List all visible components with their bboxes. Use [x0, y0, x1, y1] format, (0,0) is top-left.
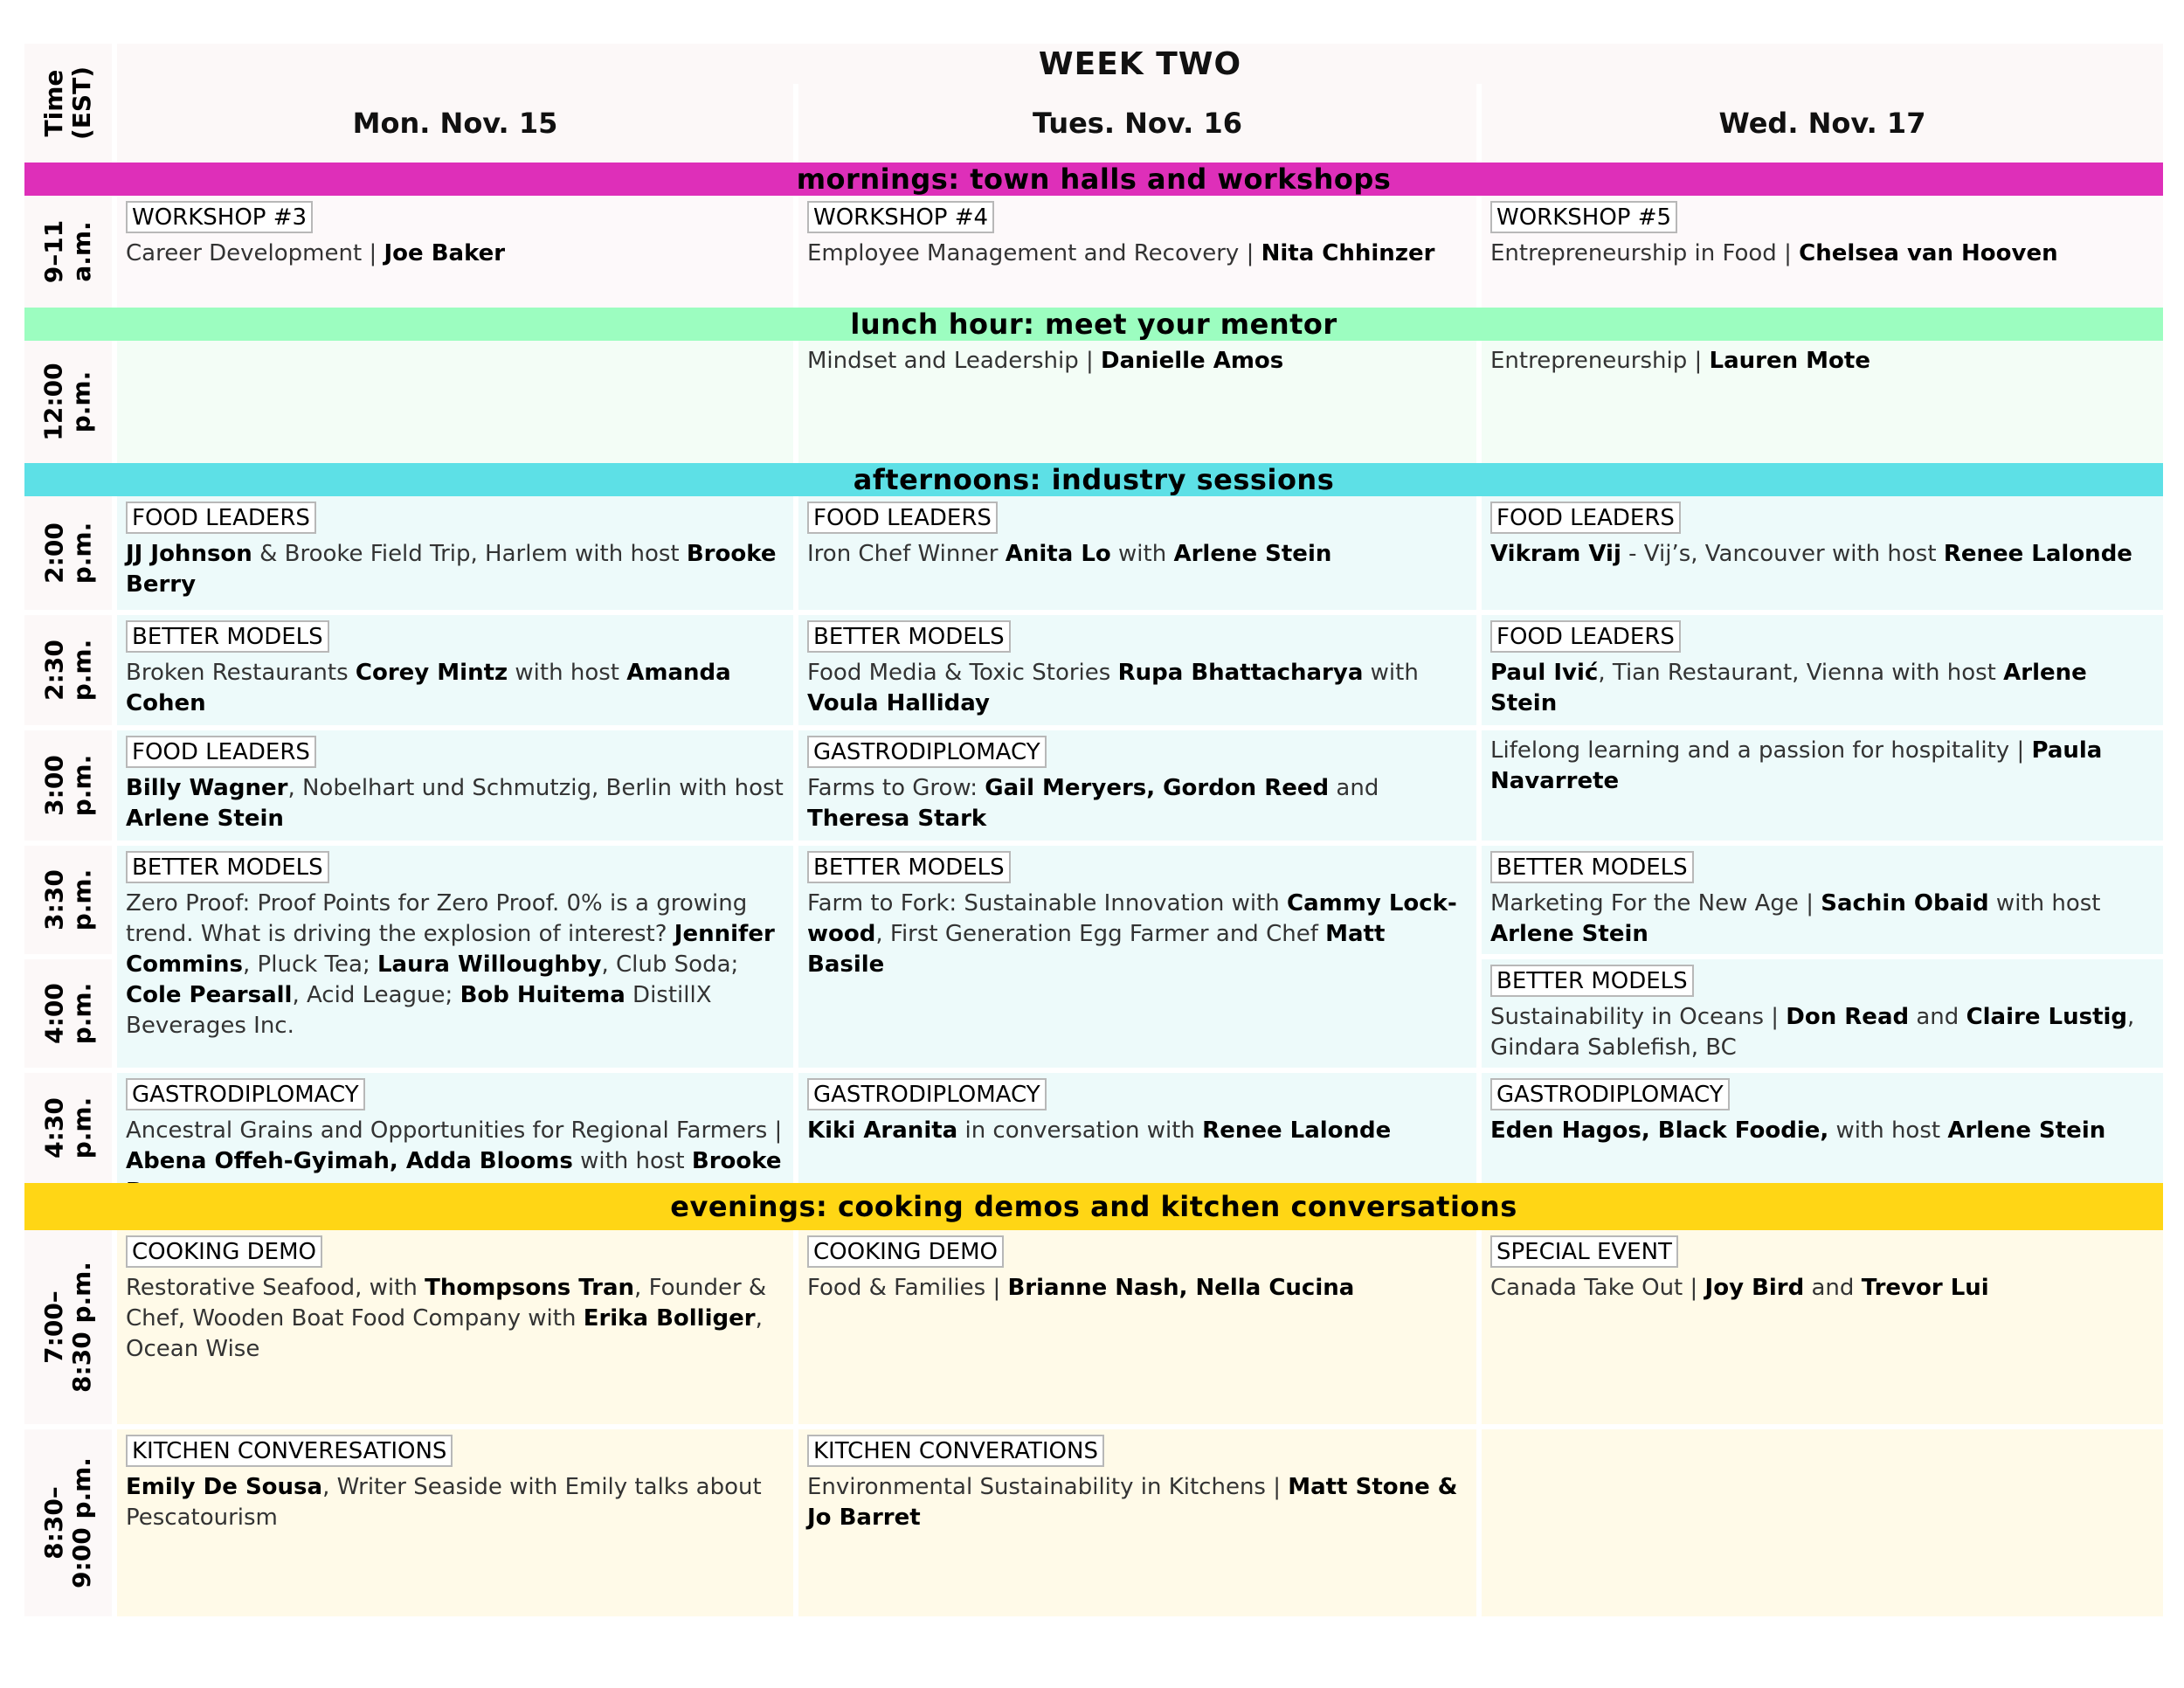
speaker-name: Danielle Amos [1101, 348, 1284, 374]
time-header-label: Time (EST) [39, 66, 96, 140]
session-category-tag: WORKSHOP #4 [807, 201, 994, 233]
band-lunch: lunch hour: meet your mentor [24, 308, 2163, 341]
schedule-grid [24, 44, 2163, 1643]
session-category-tag: FOOD LEADERS [126, 736, 316, 768]
speaker-name: Arlene Stein [1173, 541, 1332, 567]
time-label: 2:00 p.m. [39, 522, 96, 585]
session-text: with host [1828, 1117, 1948, 1144]
session-text: Environmental Sustainability in Kitchens | [807, 1474, 1289, 1500]
session-description [807, 1273, 1468, 1304]
speaker-name: Renee Lalonde [1202, 1117, 1392, 1144]
session-cell [793, 725, 1476, 841]
session-category-tag: BETTER MODELS [1490, 851, 1694, 883]
session-cell [112, 610, 793, 725]
speaker-name: Abena Offeh-Gyimah, Adda Blooms [126, 1148, 573, 1174]
session-cell [1476, 1230, 2163, 1424]
session-text: , Club Soda; [601, 951, 739, 978]
speaker-name: Rupa Bhattacharya [1117, 660, 1364, 686]
session-category-tag: KITCHEN CONVERATIONS [807, 1435, 1104, 1467]
session-description [807, 539, 1468, 570]
speaker-name: Eden Hagos, Black Foodie, [1490, 1117, 1829, 1144]
time-slot [24, 610, 112, 725]
session-description [1490, 658, 2154, 719]
speaker-name: Brooke Berry [126, 541, 777, 598]
session-description [807, 1472, 1468, 1533]
session-text: Mindset and Leadership | [807, 348, 1102, 374]
speaker-name: Arlene Stein [1947, 1117, 2106, 1144]
session-text: , Nobelhart und Schmutzig, Berlin with host [287, 775, 784, 801]
session-text: , Founder & Chef, Wooden Boat Food Company with [126, 1275, 767, 1332]
time-slot [24, 1230, 112, 1424]
session-category-tag: COOKING DEMO [126, 1235, 322, 1268]
session-cell-empty [1476, 1424, 2163, 1616]
session-description [807, 773, 1468, 834]
session-cell [1476, 841, 2163, 954]
speaker-name: JJ Johnson [126, 541, 252, 567]
time-label: 3:00 p.m. [39, 754, 96, 817]
session-description [1490, 1273, 2154, 1304]
session-cell [793, 610, 1476, 725]
session-cell-empty [112, 341, 793, 463]
session-cell [112, 841, 793, 1068]
session-cell [1476, 196, 2163, 308]
band-evenings: evenings: cooking demos and kitchen conversations [24, 1183, 2163, 1230]
session-description [126, 239, 784, 269]
speaker-name: Kiki Aranita [807, 1117, 958, 1144]
session-category-tag: FOOD LEADERS [126, 502, 316, 534]
speaker-name: Brianne Nash, Nella Cucina [1007, 1275, 1355, 1301]
session-text: Broken Restaurants [126, 660, 356, 686]
time-slot [24, 725, 112, 841]
speaker-name: Erika Bolliger [583, 1305, 756, 1332]
speaker-name: Joy Bird [1704, 1275, 1805, 1301]
session-cell [1476, 496, 2163, 610]
time-slot [24, 496, 112, 610]
speaker-name: Laura Willoughby [377, 951, 602, 978]
session-text: Sustainability in Oceans | [1490, 1004, 1787, 1030]
session-text: Food & Families | [807, 1275, 1008, 1301]
speaker-name: Vikram Vij [1490, 541, 1621, 567]
speaker-name: Joe Baker [384, 240, 506, 266]
speaker-name: Chelsea van Hooven [1799, 240, 2058, 266]
session-text: , Writer Seaside with Emily talks about Pescatourism [126, 1474, 762, 1531]
session-description [1490, 539, 2154, 570]
session-text: Entrepreneurship | [1490, 348, 1710, 374]
session-category-tag: GASTRODIPLOMACY [807, 736, 1047, 768]
speaker-name: Billy Wagner [126, 775, 288, 801]
time-label: 9–11 a.m. [38, 219, 96, 284]
session-description [1490, 1002, 2154, 1063]
time-label: 8:30– 9:00 p.m. [39, 1457, 97, 1588]
session-text: Marketing For the New Age | [1490, 890, 1821, 917]
session-text: , First Generation Egg Farmer and Chef [875, 921, 1326, 947]
session-category-tag: WORKSHOP #3 [126, 201, 313, 233]
session-cell [793, 496, 1476, 610]
speaker-name: Lauren Mote [1709, 348, 1870, 374]
session-category-tag: BETTER MODELS [807, 620, 1011, 653]
session-category-tag: GASTRODIPLOMACY [807, 1078, 1047, 1110]
session-cell [1476, 725, 2163, 841]
session-description [1490, 346, 2154, 377]
session-description [126, 1472, 784, 1533]
time-label: 7:00– 8:30 p.m. [39, 1262, 97, 1393]
session-description [1490, 1116, 2154, 1146]
speaker-name: Nita Chhinzer [1261, 240, 1435, 266]
speaker-name: Don Read [1786, 1004, 1910, 1030]
time-slot [24, 341, 112, 463]
session-cell [1476, 1068, 2163, 1183]
session-text: with host [1988, 890, 2101, 917]
speaker-name: Paula Navarrete [1490, 737, 2103, 794]
session-description [1490, 889, 2154, 950]
session-category-tag: KITCHEN CONVERESATIONS [126, 1435, 453, 1467]
speaker-name: Gail Meryers, Gordon Reed [985, 775, 1330, 801]
week-title: WEEK TWO [112, 44, 2163, 84]
speaker-name: Trevor Lui [1861, 1275, 1989, 1301]
session-text: , Acid League; [292, 982, 460, 1008]
speaker-name: Paul Ivić [1490, 660, 1599, 686]
session-category-tag: GASTRODIPLOMACY [1490, 1078, 1730, 1110]
time-label: 4:00 p.m. [39, 982, 96, 1045]
session-description [126, 889, 784, 1041]
time-slot [24, 1424, 112, 1616]
session-category-tag: FOOD LEADERS [1490, 620, 1681, 653]
session-text: DistillX Beverages Inc. [126, 982, 712, 1039]
session-category-tag: FOOD LEADERS [807, 502, 998, 534]
session-cell [793, 341, 1476, 463]
session-text: Lifelong learning and a passion for hospitality | [1490, 737, 2032, 764]
session-text: - Vij’s, Vancouver with host [1621, 541, 1944, 567]
time-label: 3:30 p.m. [39, 868, 96, 931]
speaker-name: Anita Lo [1005, 541, 1111, 567]
session-cell [112, 1068, 793, 1183]
session-description [126, 773, 784, 834]
session-description [807, 889, 1468, 980]
session-description [807, 346, 1468, 377]
speaker-name: Renee Lalonde [1943, 541, 2132, 567]
speaker-name: Claire Lustig [1966, 1004, 2128, 1030]
speaker-name: Matt Stone & Jo Barret [807, 1474, 1458, 1531]
session-cell [1476, 954, 2163, 1068]
time-label: 2:30 p.m. [39, 639, 96, 702]
session-text: Career Development | [126, 240, 384, 266]
speaker-name: Theresa Stark [807, 806, 987, 832]
session-text: , Gindara Sablefish, BC [1490, 1004, 2135, 1061]
session-cell [112, 725, 793, 841]
time-header [24, 44, 112, 163]
session-text: Canada Take Out | [1490, 1275, 1705, 1301]
session-category-tag: SPECIAL EVENT [1490, 1235, 1678, 1268]
speaker-name: Matt Basile [807, 921, 1386, 978]
session-text: , Ocean Wise [126, 1305, 763, 1362]
session-text: & Brooke Field Trip, Harlem with host [252, 541, 687, 567]
session-text: and [1804, 1275, 1862, 1301]
session-category-tag: BETTER MODELS [126, 851, 329, 883]
time-slot [24, 196, 112, 308]
day-header-tue: Tues. Nov. 16 [793, 84, 1476, 163]
session-text: Restorative Seafood, with [126, 1275, 425, 1301]
band-afternoons: afternoons: industry sessions [24, 463, 2163, 496]
session-text: Iron Chef Winner [807, 541, 1006, 567]
session-cell [112, 1230, 793, 1424]
session-text: Farm to Fork: Sustainable Innovation with [807, 890, 1288, 917]
speaker-name: Cammy Lock-wood [807, 890, 1457, 947]
session-category-tag: BETTER MODELS [126, 620, 329, 653]
speaker-name: Brooke [691, 1148, 782, 1174]
session-text: and [1909, 1004, 1966, 1030]
time-slot [24, 1068, 112, 1183]
session-text: Zero Proof: Proof Points for Zero Proof. 0% is a growing trend. What is driving the explosion of interest? [126, 890, 748, 947]
session-cell [793, 196, 1476, 308]
session-text: Employee Management and Recovery | [807, 240, 1261, 266]
session-text: in conversation with [957, 1117, 1203, 1144]
speaker-name: Jennifer Commins [126, 921, 775, 978]
session-text: Entrepreneurship in Food | [1490, 240, 1800, 266]
session-cell [112, 196, 793, 308]
session-text: Ancestral Grains and Opportunities for Regional Farmers | [126, 1117, 783, 1144]
speaker-name: Amanda Cohen [126, 660, 731, 716]
time-label: 12:00 p.m. [38, 363, 96, 441]
time-label: 4:30 p.m. [39, 1097, 96, 1159]
session-description [1490, 736, 2154, 797]
time-slot [24, 841, 112, 954]
speaker-name: Voula Halliday [807, 690, 990, 716]
session-cell [1476, 610, 2163, 725]
session-text: and [1329, 775, 1379, 801]
speaker-name: Arlene Stein [1490, 921, 1648, 947]
session-description [807, 239, 1468, 269]
band-mornings: mornings: town halls and workshops [24, 163, 2163, 196]
session-description [807, 1116, 1468, 1146]
speaker-name: Arlene Stein [1490, 660, 2087, 716]
session-description [807, 658, 1468, 719]
time-slot [24, 954, 112, 1068]
session-category-tag: BETTER MODELS [807, 851, 1011, 883]
session-text: with host [572, 1148, 692, 1174]
session-text: Food Media & Toxic Stories [807, 660, 1118, 686]
session-cell [112, 496, 793, 610]
session-description [126, 658, 784, 719]
speaker-name: Bob Huitema [460, 982, 625, 1008]
session-text: with [1110, 541, 1174, 567]
session-category-tag: FOOD LEADERS [1490, 502, 1681, 534]
session-category-tag: BETTER MODELS [1490, 965, 1694, 997]
day-header-wed: Wed. Nov. 17 [1476, 84, 2163, 163]
speaker-name: Arlene Stein [126, 806, 284, 832]
session-description [126, 1273, 784, 1365]
session-category-tag: GASTRODIPLOMACY [126, 1078, 365, 1110]
speaker-name: Corey Mintz [355, 660, 508, 686]
session-text: with host [508, 660, 627, 686]
session-text: , Tian Restaurant, Vienna with host [1598, 660, 2004, 686]
session-text: with [1363, 660, 1419, 686]
session-cell [1476, 341, 2163, 463]
session-cell [793, 1230, 1476, 1424]
session-text: , Pluck Tea; [243, 951, 377, 978]
day-header-mon: Mon. Nov. 15 [112, 84, 793, 163]
speaker-name: Emily De Sousa [126, 1474, 323, 1500]
session-description [1490, 239, 2154, 269]
speaker-name: Cole Pearsall [126, 982, 293, 1008]
session-cell [112, 1424, 793, 1616]
session-cell [793, 1424, 1476, 1616]
session-description [126, 539, 784, 600]
session-category-tag: WORKSHOP #5 [1490, 201, 1677, 233]
session-cell [793, 1068, 1476, 1183]
speaker-name: Thompsons Tran [425, 1275, 635, 1301]
speaker-name: Sachin Obaid [1821, 890, 1989, 917]
session-cell [793, 841, 1476, 1068]
session-category-tag: COOKING DEMO [807, 1235, 1004, 1268]
session-text: Farms to Grow: [807, 775, 985, 801]
